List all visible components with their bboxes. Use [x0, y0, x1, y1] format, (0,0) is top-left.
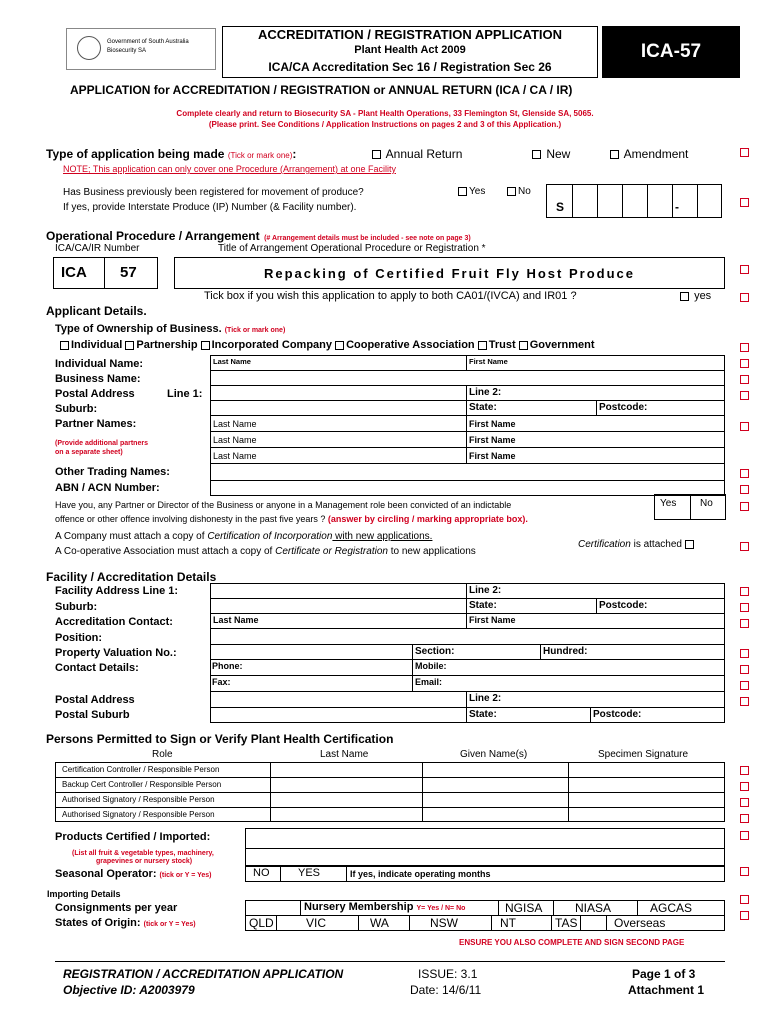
facility-phone: Phone: — [212, 661, 243, 671]
type-label: Type of application being made — [46, 147, 225, 161]
ownership-cooperative[interactable] — [335, 339, 475, 351]
applicant-details-grid[interactable] — [210, 355, 725, 496]
state-vic[interactable]: VIC — [306, 916, 327, 930]
products-field[interactable] — [245, 828, 725, 866]
procedure-note: (# Arrangement details must be included - see note on page 3) — [264, 235, 471, 242]
office-check-box[interactable] — [740, 391, 749, 400]
ownership-government-checkbox[interactable] — [519, 341, 528, 350]
ownership-options — [60, 339, 594, 351]
ownership-company[interactable] — [201, 339, 332, 351]
applicant-state: State: — [469, 402, 497, 413]
office-check-box[interactable] — [740, 649, 749, 658]
partners-note-1: (Provide additional partners — [55, 440, 148, 447]
partner-names-label: Partner Names: — [55, 418, 137, 430]
office-check-box[interactable] — [740, 587, 749, 596]
state-tas[interactable]: TAS — [555, 916, 578, 930]
ownership-trust[interactable] — [478, 339, 516, 351]
applicant-heading: Applicant Details. — [46, 304, 147, 318]
persons-col-signature: Specimen Signature — [598, 749, 689, 760]
ownership-individual[interactable] — [60, 339, 122, 351]
postal-line2: Line 2: — [469, 693, 502, 704]
consignments-label: Consignments per year — [55, 902, 178, 914]
footer-objective: Objective ID: A2003979 — [63, 983, 195, 997]
both-yes-option[interactable] — [680, 290, 711, 302]
logo-biosecurity: Biosecurity SA — [107, 48, 147, 54]
ownership-partnership[interactable] — [125, 339, 197, 351]
importing-label: Importing Details — [47, 889, 121, 899]
individual-last-name: Last Name — [213, 357, 251, 366]
office-check-box[interactable] — [740, 895, 749, 904]
ownership-tick: (Tick or mark one) — [224, 327, 286, 334]
partners-note-2: on a separate sheet) — [55, 449, 123, 456]
office-check-box[interactable] — [740, 766, 749, 775]
ownership-trust-checkbox[interactable] — [478, 341, 487, 350]
persons-role-3: Authorised Signatory / Responsible Person — [62, 795, 215, 804]
footer-attachment: Attachment 1 — [628, 983, 705, 997]
procedure-prefix: ICA — [61, 264, 87, 281]
coop-note — [55, 546, 476, 557]
new-checkbox[interactable] — [532, 150, 541, 159]
instructions-line2: (Please print. See Conditions / Application Instructions on pages 2 and 3 of this Application.) — [208, 120, 562, 129]
ownership-row — [55, 323, 285, 335]
certification-checkbox[interactable] — [685, 540, 694, 549]
products-label: Products Certified / Imported: — [55, 831, 211, 843]
prev-no-option[interactable] — [507, 186, 531, 197]
membership-niasa[interactable]: NIASA — [575, 901, 612, 915]
state-nsw[interactable]: NSW — [430, 916, 458, 930]
office-check-box[interactable] — [740, 603, 749, 612]
office-check-box[interactable] — [740, 867, 749, 876]
procedure-title: Repacking of Certified Fruit Fly Host Produce — [264, 266, 635, 281]
facility-heading: Facility / Accreditation Details — [46, 570, 217, 584]
seasonal-text: Seasonal Operator: — [55, 868, 157, 880]
facility-line2: Line 2: — [469, 585, 502, 596]
annual-return-label: Annual Return — [385, 147, 463, 161]
partner1-first-name: First Name — [469, 419, 516, 429]
applicant-postcode: Postcode: — [599, 402, 648, 413]
office-check-box[interactable] — [740, 485, 749, 494]
ownership-individual-checkbox[interactable] — [60, 341, 69, 350]
ensure-note: ENSURE YOU ALSO COMPLETE AND SIGN SECOND PAGE — [459, 938, 685, 947]
products-note-2: grapevines or nursery stock) — [96, 858, 193, 865]
postal-line1-label: Line 1: — [167, 388, 203, 400]
annual-return-checkbox[interactable] — [372, 150, 381, 159]
instructions-line1: Complete clearly and return to Biosecurity SA - Plant Health Operations, 33 Flemington St, Glenside SA, 5065. — [176, 109, 594, 118]
facility-postal-label: Postal Address — [55, 694, 135, 706]
type-row — [46, 147, 296, 161]
office-check-box[interactable] — [740, 148, 749, 157]
prev-yes-label: Yes — [469, 186, 486, 197]
company-note-b: Certification of Incorporation — [207, 531, 333, 542]
ownership-cooperative-label: Cooperative Association — [346, 339, 475, 351]
office-check-box[interactable] — [740, 469, 749, 478]
office-check-box[interactable] — [740, 265, 749, 274]
procedure-heading: Operational Procedure / Arrangement — [46, 229, 260, 243]
footer-issue: ISSUE: 3.1 — [418, 967, 478, 981]
ip-question: If yes, provide Interstate Produce (IP) Number (& Facility number). — [63, 202, 357, 213]
office-check-box[interactable] — [740, 911, 749, 920]
certification-attached[interactable] — [578, 539, 696, 550]
crest-icon — [77, 36, 101, 60]
facility-fax: Fax: — [212, 677, 231, 687]
persons-role-2: Backup Cert Controller / Responsible Person — [62, 780, 222, 789]
amendment-checkbox[interactable] — [610, 150, 619, 159]
seasonal-no[interactable]: NO — [253, 867, 270, 879]
conviction-question-2 — [55, 514, 528, 524]
partner3-first-name: First Name — [469, 451, 516, 461]
states-label — [55, 917, 196, 929]
conviction-question-1: Have you, any Partner or Director of the Business or anyone in a Management role been convicted of an indictable — [55, 500, 512, 510]
facility-hundred: Hundred: — [543, 646, 588, 657]
state-nt[interactable]: NT — [500, 916, 516, 930]
office-check-box[interactable] — [740, 831, 749, 840]
header-sections: ICA/CA Accreditation Sec 16 / Registration Sec 26 — [268, 60, 552, 74]
new-label: New — [546, 147, 571, 161]
office-check-box[interactable] — [740, 681, 749, 690]
nursery-text: Nursery Membership — [304, 901, 414, 913]
amendment-label: Amendment — [623, 147, 689, 161]
both-yes-checkbox[interactable] — [680, 292, 689, 301]
office-check-box[interactable] — [740, 343, 749, 352]
footer-form: REGISTRATION / ACCREDITATION APPLICATION — [63, 967, 344, 981]
company-note-c: with new applications. — [332, 531, 433, 542]
logo-box — [66, 28, 216, 70]
states-text: States of Origin: — [55, 917, 141, 929]
state-overseas[interactable]: Overseas — [614, 916, 666, 930]
partner2-first-name: First Name — [469, 435, 516, 445]
office-check-box[interactable] — [740, 697, 749, 706]
facility-valuation-label: Property Valuation No.: — [55, 647, 177, 659]
both-question: Tick box if you wish this application to apply to both CA01/(IVCA) and IR01 ? — [204, 290, 577, 302]
state-qld[interactable]: QLD — [249, 916, 274, 930]
seasonal-tick: (tick or Y = Yes) — [159, 872, 212, 879]
postal-postcode: Postcode: — [593, 709, 642, 720]
office-check-box[interactable] — [740, 502, 749, 511]
persons-role-1: Certification Controller / Responsible Person — [62, 765, 220, 774]
contact-last-name: Last Name — [213, 615, 259, 625]
partner1-last-name: Last Name — [213, 419, 257, 429]
facility-address-label: Facility Address Line 1: — [55, 585, 179, 597]
prev-no-label: No — [518, 186, 531, 197]
type-tick-note: (Tick or mark one) — [227, 151, 293, 160]
facility-position-label: Position: — [55, 632, 103, 644]
office-check-box[interactable] — [740, 814, 749, 823]
procedure-title-label: Title of Arrangement Operational Procedure or Registration * — [218, 243, 486, 254]
prev-yes-checkbox[interactable] — [458, 187, 467, 196]
ownership-company-checkbox[interactable] — [201, 341, 210, 350]
seasonal-label — [55, 868, 212, 880]
ownership-cooperative-checkbox[interactable] — [335, 341, 344, 350]
coop-note-c: to new applications — [387, 546, 476, 557]
office-check-box[interactable] — [740, 198, 749, 207]
ownership-individual-label: Individual — [71, 339, 123, 351]
company-note-a: A Company must attach a copy of — [55, 531, 208, 542]
ownership-label: Type of Ownership of Business. — [55, 323, 222, 335]
certification-a: Certification — [578, 539, 631, 550]
persons-heading: Persons Permitted to Sign or Verify Plant Health Certification — [46, 732, 394, 746]
company-note — [55, 531, 432, 542]
coop-note-b: Certificate or Registration — [275, 546, 388, 557]
postal-address-label: Postal Address — [55, 388, 135, 400]
certification-b: is attached — [630, 539, 685, 550]
states-tick: (tick or Y = Yes) — [143, 921, 196, 928]
applicant-suburb-label: Suburb: — [55, 403, 98, 415]
individual-name-label: Individual Name: — [55, 358, 144, 370]
ownership-trust-label: Trust — [488, 339, 516, 351]
header-title: ACCREDITATION / REGISTRATION APPLICATION — [257, 27, 563, 42]
facility-section: Section: — [415, 646, 455, 657]
facility-details-label: Contact Details: — [55, 662, 139, 674]
footer-date: Date: 14/6/11 — [410, 983, 482, 997]
ownership-partnership-checkbox[interactable] — [125, 341, 134, 350]
seasonal-yes[interactable]: YES — [298, 867, 321, 879]
facility-postal-suburb-label: Postal Suburb — [55, 709, 130, 721]
office-check-box[interactable] — [740, 375, 749, 384]
nursery-note: Y= Yes / N= No — [416, 905, 466, 912]
office-check-box[interactable] — [740, 293, 749, 302]
ownership-government[interactable] — [519, 339, 595, 351]
facility-suburb-label: Suburb: — [55, 601, 98, 613]
type-colon: : — [292, 147, 297, 161]
facility-contact-label: Accreditation Contact: — [55, 616, 173, 628]
prev-yes-option[interactable] — [458, 186, 485, 197]
procedure-number: 57 — [120, 264, 137, 281]
amendment-option[interactable] — [610, 147, 688, 161]
type-note: NOTE; This application can only cover one Procedure (Arrangement) at one Facility — [63, 164, 396, 174]
partner3-last-name: Last Name — [213, 451, 257, 461]
products-note-1: (List all fruit & vegetable types, machinery, — [72, 850, 214, 857]
state-wa[interactable]: WA — [370, 916, 389, 930]
persons-col-last: Last Name — [320, 749, 369, 760]
membership-ngisa[interactable]: NGISA — [505, 901, 543, 915]
ownership-government-label: Government — [529, 339, 595, 351]
facility-email: Email: — [415, 677, 443, 687]
main-title: APPLICATION for ACCREDITATION / REGISTRATION or ANNUAL RETURN (ICA / CA / IR) — [70, 83, 573, 97]
form-code: ICA-57 — [602, 26, 740, 78]
ownership-company-label: Incorporated Company — [211, 339, 333, 351]
logo-government: Government of South Australia — [107, 39, 189, 45]
ip-dash: - — [675, 200, 679, 214]
coop-note-a: A Co-operative Association must attach a copy of — [55, 546, 276, 557]
facility-mobile: Mobile: — [415, 661, 447, 671]
applicant-line2: Line 2: — [469, 387, 502, 398]
annual-return-option[interactable] — [372, 147, 462, 161]
footer-page: Page 1 of 3 — [632, 967, 696, 981]
conviction-instruction: (answer by circling / marking appropriate box). — [327, 514, 528, 524]
individual-first-name: First Name — [469, 357, 508, 366]
office-check-box[interactable] — [740, 782, 749, 791]
persons-role-4: Authorised Signatory / Responsible Person — [62, 810, 215, 819]
office-check-box[interactable] — [740, 422, 749, 431]
facility-postcode: Postcode: — [599, 600, 648, 611]
new-option[interactable] — [532, 147, 570, 161]
nursery-membership — [304, 901, 465, 913]
office-check-box[interactable] — [740, 359, 749, 368]
ip-prefix: S — [556, 200, 565, 214]
trading-names-label: Other Trading Names: — [55, 466, 170, 478]
both-yes-label: yes — [694, 290, 712, 302]
prev-no-checkbox[interactable] — [507, 187, 516, 196]
office-check-box[interactable] — [740, 542, 749, 551]
business-name-label: Business Name: — [55, 373, 141, 385]
abn-label: ABN / ACN Number: — [55, 482, 160, 494]
contact-first-name: First Name — [469, 615, 516, 625]
procedure-number-label: ICA/CA/IR Number — [55, 243, 140, 254]
persons-col-given: Given Name(s) — [460, 749, 528, 760]
office-check-box[interactable] — [740, 619, 749, 628]
office-check-box[interactable] — [740, 798, 749, 807]
facility-state: State: — [469, 600, 497, 611]
seasonal-months: If yes, indicate operating months — [350, 869, 491, 879]
ownership-partnership-label: Partnership — [136, 339, 198, 351]
partner2-last-name: Last Name — [213, 435, 257, 445]
conviction-no[interactable]: No — [700, 498, 713, 509]
facility-details-grid[interactable] — [210, 583, 725, 723]
persons-col-role: Role — [152, 749, 173, 760]
office-check-box[interactable] — [740, 665, 749, 674]
header-act: Plant Health Act 2009 — [354, 44, 466, 56]
postal-state: State: — [469, 709, 497, 720]
previous-question: Has Business previously been registered for movement of produce? — [63, 187, 364, 198]
membership-agcas[interactable]: AGCAS — [650, 901, 693, 915]
conviction-yes[interactable]: Yes — [660, 498, 677, 509]
conviction-question-2a: offence or other offence involving dishonesty in the past five years ? — [55, 514, 326, 524]
